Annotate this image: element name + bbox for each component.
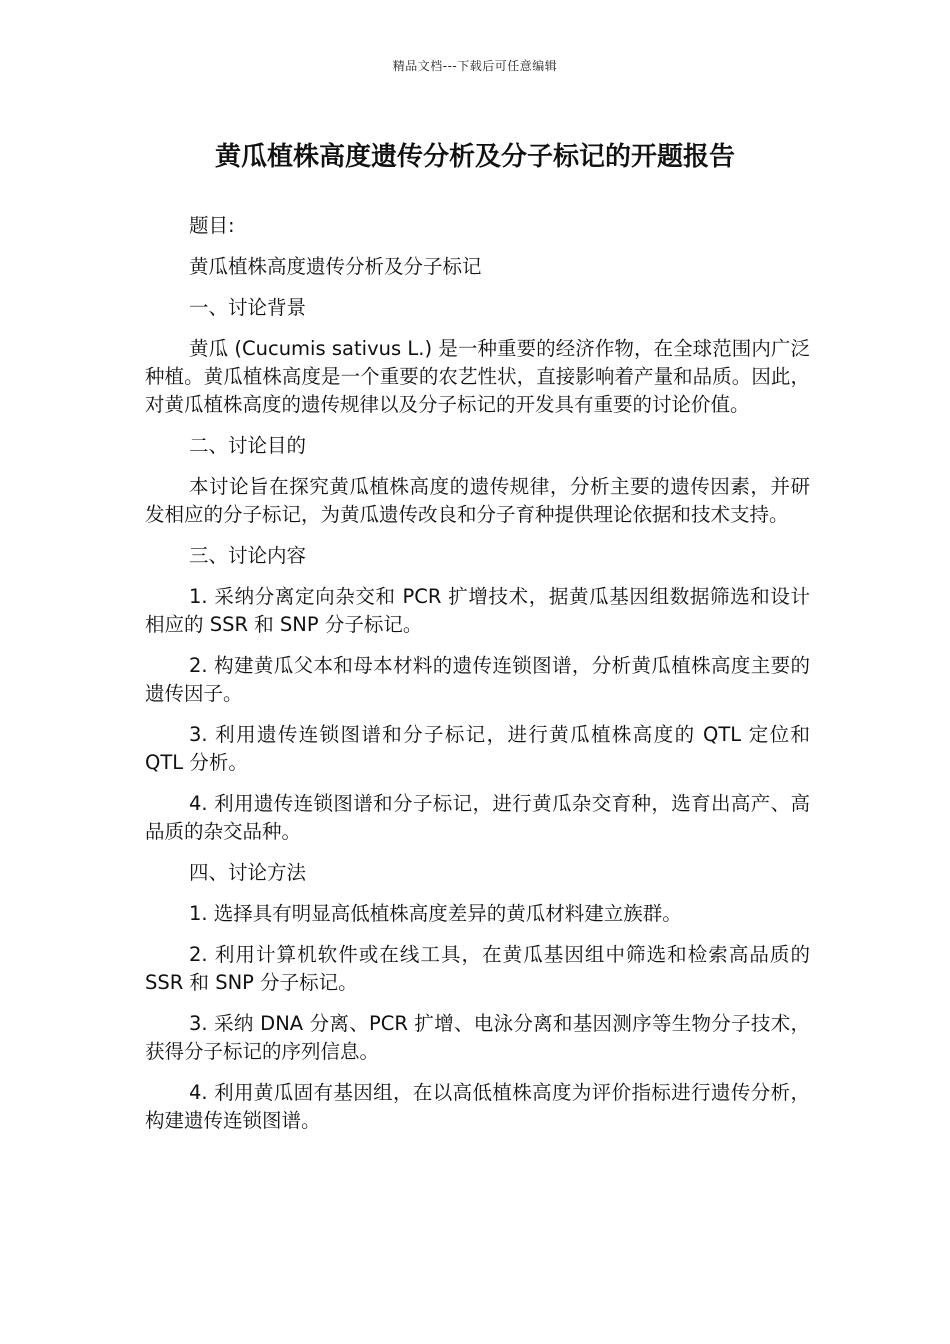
section-heading-content: 三、讨论内容 — [189, 544, 307, 567]
section-heading-background: 一、讨论背景 — [189, 296, 307, 319]
method-item-2: 2. 利用计算机软件或在线工具，在黄瓜基因组中筛选和检索高品质的 SSR 和 SNP 分子标记。 — [145, 943, 810, 994]
document-body — [145, 212, 810, 1148]
document-title: 黄瓜植株高度遗传分析及分子标记的开题报告 — [214, 142, 735, 172]
header-note: 精品文档---下载后可任意编辑 — [392, 59, 558, 73]
content-item-1: 1. 采纳分离定向杂交和 PCR 扩增技术，据黄瓜基因组数据筛选和设计相应的 SSR 和 SNP 分子标记。 — [145, 585, 810, 636]
label-topic: 题目: — [189, 214, 235, 237]
purpose-paragraph: 本讨论旨在探究黄瓜植株高度的遗传规律，分析主要的遗传因素，并研发相应的分子标记，为黄瓜遗传改良和分子育种提供理论依据和技术支持。 — [145, 475, 810, 526]
background-paragraph: 黄瓜 (Cucumis sativus L.) 是一种重要的经济作物，在全球范围内广泛种植。黄瓜植株高度是一个重要的农艺性状，直接影响着产量和品质。因此，对黄瓜植株高度的遗传规律以及分子标记的开发具有重要的讨论价值。 — [145, 337, 810, 416]
content-item-3: 3. 利用遗传连锁图谱和分子标记，进行黄瓜植株高度的 QTL 定位和 QTL 分析。 — [145, 723, 810, 774]
topic-name: 黄瓜植株高度遗传分析及分子标记 — [189, 255, 482, 278]
method-item-4: 4. 利用黄瓜固有基因组，在以高低植株高度为评价指标进行遗传分析，构建遗传连锁图谱。 — [145, 1081, 810, 1132]
section-heading-purpose: 二、讨论目的 — [189, 434, 307, 457]
section-heading-methods: 四、讨论方法 — [189, 861, 307, 884]
content-item-4: 4. 利用遗传连锁图谱和分子标记，进行黄瓜杂交育种，选育出高产、高品质的杂交品种。 — [145, 792, 810, 843]
method-item-1: 1. 选择具有明显高低植株高度差异的黄瓜材料建立族群。 — [189, 902, 682, 925]
method-item-3: 3. 采纳 DNA 分离、PCR 扩增、电泳分离和基因测序等生物分子技术，获得分子标记的序列信息。 — [145, 1012, 810, 1063]
content-item-2: 2. 构建黄瓜父本和母本材料的遗传连锁图谱，分析黄瓜植株高度主要的遗传因子。 — [145, 654, 810, 705]
